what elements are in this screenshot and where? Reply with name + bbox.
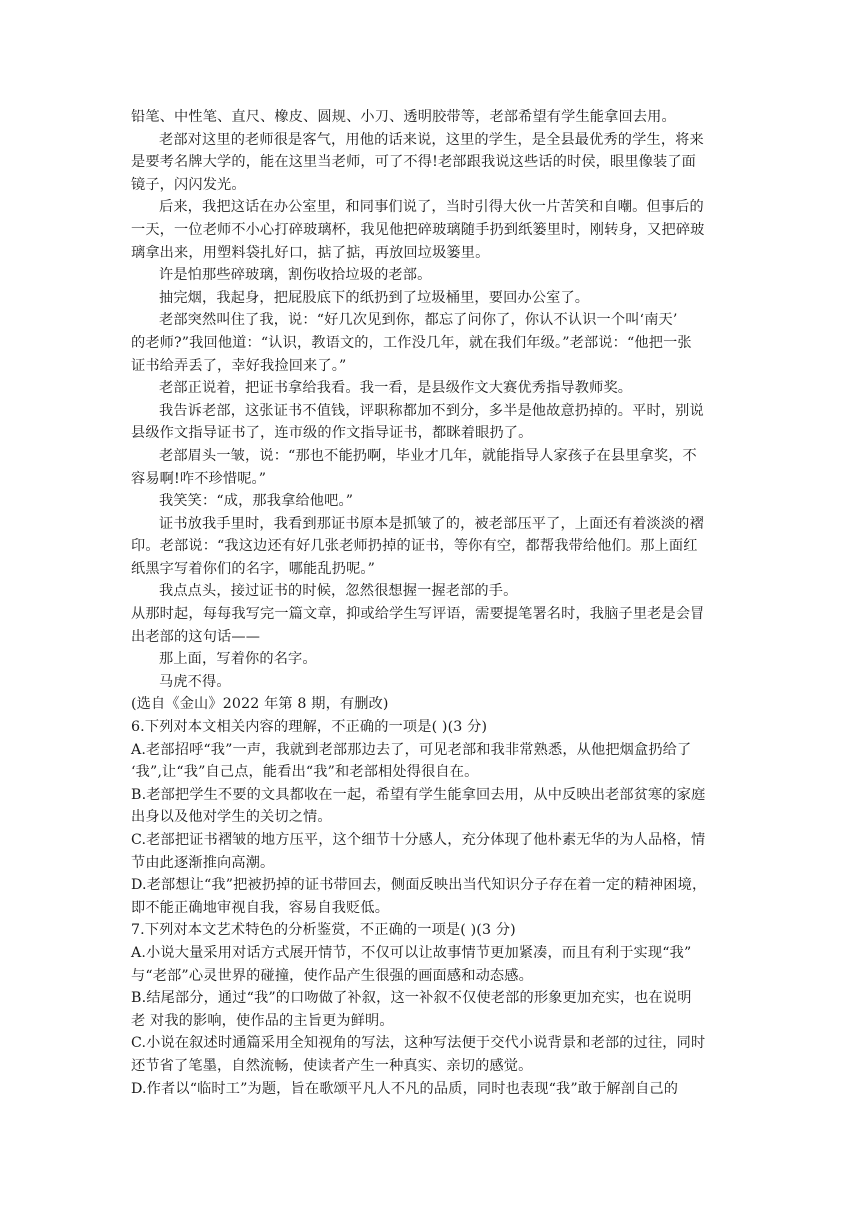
text-line: C.老部把证书褶皱的地方压平，这个细节十分感人，充分体现了他朴素无华的为人品格，情 (131, 832, 706, 848)
text-line: 6.下列对本文相关内容的理解，不正确的一项是( )(3 分) (131, 719, 488, 736)
text-line: 镜子，闪闪发光。 (131, 176, 246, 193)
text-line: 后来，我把这话在办公室里，和同事们说了，当时引得大伙一片苦笑和自嘲。但事后的 (159, 199, 704, 216)
text-line: 铅笔、中性笔、直尺、橡皮、圆规、小刀、透明胶带等，老部希望有学生能拿回去用。 (131, 109, 676, 125)
text-line: 一天，一位老师不小心打碎玻璃杯，我见他把碎玻璃随手扔到纸篓里时，刚转身，又把碎玻 (131, 221, 705, 238)
text-line: 那上面，写着你的名字。 (159, 651, 317, 668)
text-line: C.小说在叙述时通篇采用全知视角的写法，这种写法便于交代小说背景和老部的过往，同时 (131, 1035, 706, 1052)
text-line: A.老部招呼“我”一声，我就到老部那边去了，可见老部和我非常熟悉，从他把烟盒扔给了 (131, 741, 692, 758)
text-line: 老 对我的影响，使作品的主旨更为鲜明。 (131, 1012, 394, 1029)
text-line: 的老师?”我回他道：“认识，教语文的，工作没几年，就在我们年级。”老部说：“他把一张 (131, 334, 692, 351)
text-line: 7.下列对本文艺术特色的分析鉴赏，不正确的一项是( )(3 分) (131, 922, 516, 939)
text-line: 与“老部”心灵世界的碰撞，使作品产生很强的画面感和动态感。 (131, 967, 533, 984)
text-line: B.老部把学生不要的文具都收在一起，希望有学生能拿回去用，从中反映出老部贫寒的家庭 (131, 786, 706, 803)
text-line: 老部正说着，把证书拿给我看。我一看，是县级作文大赛优秀指导教师奖。 (159, 380, 633, 397)
text-line: 纸黑字写着你们的名字，哪能乱扔呢。” (131, 560, 376, 577)
text-line: 许是怕那些碎玻璃，割伤收拾垃圾的老部。 (159, 267, 432, 284)
text-line: 证书放我手里时，我看到那证书原本是抓皱了的，被老部压平了，上面还有着淡淡的褶 (159, 515, 704, 532)
text-line: D.作者以“临时工”为题，旨在歌颂平凡人不凡的品质，同时也表现“我”敢于解剖自己的 (131, 1080, 679, 1097)
text-line: D.老部想让“我”把被扔掉的证书带回去，侧面反映出当代知识分子存在着一定的精神困境， (131, 877, 707, 894)
text-line: 我告诉老部，这张证书不值钱，评职称都加不到分，多半是他故意扔掉的。平时，别说 (159, 402, 704, 419)
text-line: 老部对这里的老师很是客气，用他的话来说，这里的学生，是全县最优秀的学生，将来 (159, 131, 704, 148)
text-line: 我点点头，接过证书的时候，忽然很想握一握老部的手。 (159, 583, 518, 600)
text-line: B.结尾部分，通过“我”的口吻做了补叙，这一补叙不仅使老部的形象更加充实，也在说明 (131, 990, 692, 1007)
text-line: 证书给弄丢了，幸好我捡回来了。” (131, 357, 347, 374)
text-line: 出老部的这句话—— (131, 628, 261, 645)
text-line: 是要考名牌大学的，能在这里当老师，可了不得!老部跟我说这些话的时侯，眼里像装了面 (131, 154, 697, 171)
text-line: 璃拿出来，用塑料袋扎好口，掂了掂，再放回垃圾篓里。 (131, 244, 490, 261)
text-line: 即不能正确地审视自我，容易自我贬低。 (131, 899, 390, 916)
text-line: 老部突然叫住了我，说：“好几次见到你，都忘了问你了，你认不认识一个叫‘南天’ (159, 312, 678, 329)
text-line: 出身以及他对学生的关切之情。 (131, 809, 332, 826)
text-line: 容易啊!咋不珍惜呢。” (131, 470, 267, 487)
text-line: 节由此逐渐推向高潮。 (131, 854, 275, 871)
text-line: A.小说大量采用对话方式展开情节，不仅可以让故事情节更加紧凑，而且有利于实现“我” (131, 944, 692, 961)
text-line: 县级作文指导证书了，连市级的作文指导证书，都眯着眼扔了。 (131, 425, 533, 442)
text-line: 我笑笑：“成，那我拿给他吧。” (159, 493, 354, 510)
text-line: 老部眉头一皱，说：“那也不能扔啊，毕业才几年，就能指导人家孩子在县里拿奖，不 (159, 447, 697, 464)
text-line: ‘我”,让“我”自己点，能看出“我”和老部相处得很自在。 (131, 764, 479, 781)
text-line: 抽完烟，我起身，把屁股底下的纸扔到了垃圾桶里，要回办公室了。 (159, 289, 590, 306)
text-line: 还节省了笔墨，自然流畅，使读者产生一种真实、亲切的感觉。 (131, 1057, 533, 1074)
text-line: 印。老部说：“我这边还有好几张老师扔掉的证书，等你有空，都帮我带给他们。那上面红 (131, 538, 698, 555)
text-line: (选自《金山》2022 年第 8 期，有删改) (131, 696, 389, 713)
text-line: 马虎不得。 (159, 673, 231, 690)
text-line: 从那时起，每每我写完一篇文章，抑或给学生写评语，需要提笔署名时，我脑子里老是会冒 (131, 606, 705, 623)
